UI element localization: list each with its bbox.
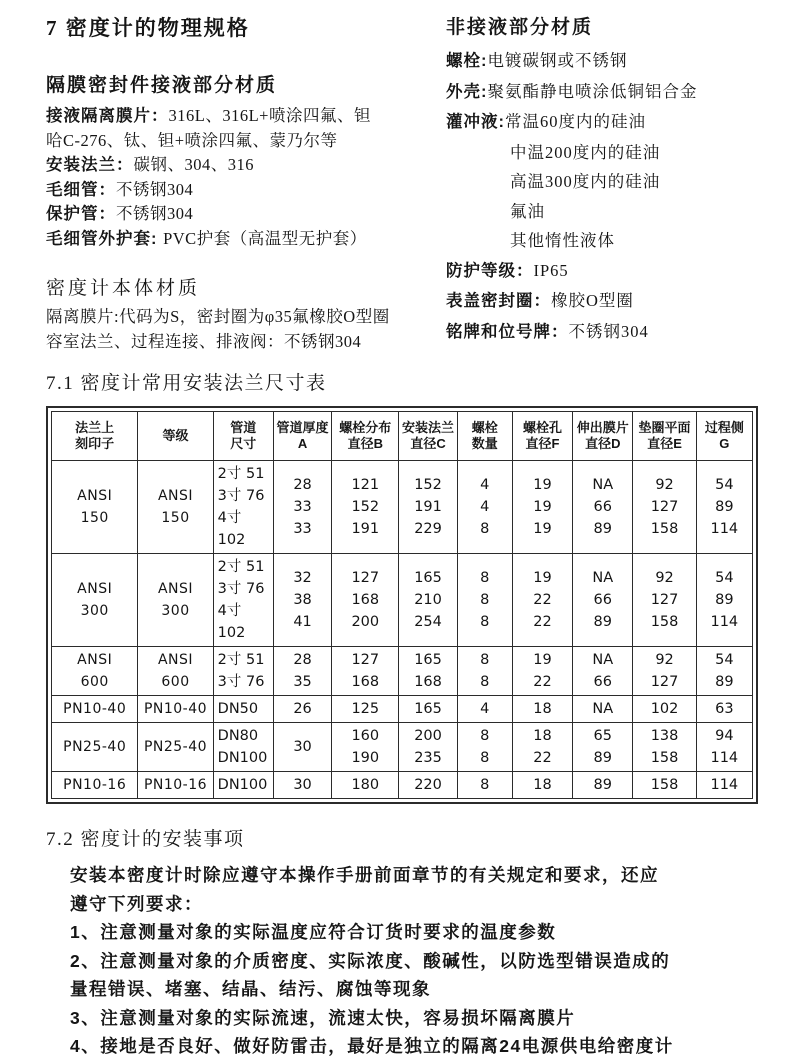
section-wetted-materials bbox=[46, 70, 446, 251]
table-cell: 127 168 bbox=[332, 647, 399, 696]
table-cell: 220 bbox=[399, 772, 457, 799]
text-line bbox=[446, 197, 762, 227]
text-line bbox=[46, 178, 446, 203]
field-label: 灌冲液: bbox=[446, 113, 505, 131]
text-line bbox=[446, 256, 762, 287]
field-value: 316L、316L+喷涂四氟、钽 bbox=[168, 106, 371, 125]
field-value: 不锈钢304 bbox=[116, 204, 194, 223]
table-row bbox=[52, 772, 753, 799]
field-value: 不锈钢304 bbox=[568, 321, 649, 341]
column-header: 管道厚度 A bbox=[273, 412, 331, 461]
table-cell: PN10-40 bbox=[138, 696, 213, 723]
table-cell: 2寸 51 3寸 76 bbox=[213, 647, 273, 696]
text-line bbox=[46, 202, 446, 227]
right-column bbox=[446, 10, 762, 347]
table-cell: ANSI 300 bbox=[138, 554, 213, 647]
table-cell: 152 191 229 bbox=[399, 461, 457, 554]
table-header bbox=[52, 412, 753, 461]
table-cell: 8 bbox=[457, 772, 512, 799]
table-body bbox=[52, 461, 753, 799]
text-line bbox=[46, 129, 446, 154]
table-cell: 18 22 bbox=[512, 723, 572, 772]
column-header: 螺栓孔 直径F bbox=[512, 412, 572, 461]
text-line bbox=[446, 46, 762, 77]
table-cell: 26 bbox=[273, 696, 331, 723]
table-cell: PN10-16 bbox=[52, 772, 138, 799]
column-header: 垫圈平面 直径E bbox=[633, 412, 696, 461]
table-cell: 138 158 bbox=[633, 723, 696, 772]
non-wetted-materials-lines bbox=[446, 46, 762, 347]
table-cell: PN10-16 bbox=[138, 772, 213, 799]
table-cell: 114 bbox=[696, 772, 752, 799]
table-cell: 121 152 191 bbox=[332, 461, 399, 554]
section-heading: 隔膜密封件接液部分材质 bbox=[46, 75, 278, 96]
table-cell: 158 bbox=[633, 772, 696, 799]
flange-dimension-table bbox=[51, 411, 753, 799]
table-cell: PN10-40 bbox=[52, 696, 138, 723]
table-row bbox=[52, 723, 753, 772]
table-row bbox=[52, 554, 753, 647]
paragraph: 2、注意测量对象的介质密度、实际浓度、酸碱性，以防选型错误造成的 bbox=[70, 950, 671, 971]
field-value: 隔离膜片:代码为S，密封圈为φ35氟橡胶O型圈 bbox=[46, 307, 390, 326]
column-header: 螺栓分布 直径B bbox=[332, 412, 399, 461]
table-cell: 165 210 254 bbox=[399, 554, 457, 647]
table-cell: 8 8 bbox=[457, 723, 512, 772]
table-cell: 2寸 51 3寸 76 4寸 102 bbox=[213, 554, 273, 647]
table-cell: 8 8 8 bbox=[457, 554, 512, 647]
field-label: 安装法兰： bbox=[46, 156, 134, 174]
table-cell: NA 66 bbox=[573, 647, 633, 696]
table-cell: 30 bbox=[273, 723, 331, 772]
table-cell: 54 89 114 bbox=[696, 554, 752, 647]
field-value: 碳钢、304、316 bbox=[133, 155, 254, 174]
table-cell: 28 35 bbox=[273, 647, 331, 696]
table-cell: PN25-40 bbox=[52, 723, 138, 772]
table-cell: 30 bbox=[273, 772, 331, 799]
field-value: 哈C-276、钛、钽+喷涂四氟、蒙乃尔等 bbox=[46, 130, 338, 150]
field-value: 橡胶O型圈 bbox=[551, 291, 634, 310]
table-cell: DN50 bbox=[213, 696, 273, 723]
body-materials-lines bbox=[46, 305, 446, 354]
table-cell: 125 bbox=[332, 696, 399, 723]
paragraph: 量程错误、堵塞、结晶、结污、腐蚀等现象 bbox=[70, 979, 431, 999]
table-cell: 4 bbox=[457, 696, 512, 723]
field-label: 保护管： bbox=[46, 205, 116, 223]
table-cell: 19 19 19 bbox=[512, 461, 572, 554]
text-line bbox=[46, 227, 446, 252]
table-cell: 63 bbox=[696, 696, 752, 723]
table-cell: 65 89 bbox=[573, 723, 633, 772]
field-value: 容室法兰、过程连接、排液阀：不锈钢304 bbox=[46, 331, 362, 351]
field-value: 不锈钢304 bbox=[116, 179, 194, 199]
header-row bbox=[52, 412, 753, 461]
text-line bbox=[446, 107, 762, 138]
table-cell: 4 4 8 bbox=[457, 461, 512, 554]
table-cell: DN100 bbox=[213, 772, 273, 799]
table-cell: 19 22 22 bbox=[512, 554, 572, 647]
table-cell: 160 190 bbox=[332, 723, 399, 772]
paragraph: 遵守下列要求： bbox=[70, 893, 203, 914]
table-cell: NA bbox=[573, 696, 633, 723]
field-label: 防护等级： bbox=[446, 261, 534, 280]
field-value: 高温300度内的硅油 bbox=[510, 172, 661, 191]
table-cell: ANSI 300 bbox=[52, 554, 138, 647]
spec-columns bbox=[46, 10, 762, 354]
field-value: 中温200度内的硅油 bbox=[510, 142, 661, 162]
footer-title: 7.2 密度计的安装事项 bbox=[46, 829, 245, 850]
text-line bbox=[46, 305, 446, 330]
field-label: 接液隔离膜片： bbox=[46, 107, 169, 125]
text-line bbox=[46, 330, 446, 355]
table-cell: 18 bbox=[512, 696, 572, 723]
left-column bbox=[46, 10, 446, 354]
installation-notes bbox=[46, 861, 762, 1061]
table-cell: PN25-40 bbox=[138, 723, 213, 772]
table-cell: 165 bbox=[399, 696, 457, 723]
column-header: 法兰上 刻印子 bbox=[52, 412, 138, 461]
table-cell: 102 bbox=[633, 696, 696, 723]
column-header: 管道 尺寸 bbox=[213, 412, 273, 461]
field-label: 铭牌和位号牌： bbox=[446, 322, 569, 341]
table-cell: 92 127 158 bbox=[633, 461, 696, 554]
table-cell: 89 bbox=[573, 772, 633, 799]
column-header: 等级 bbox=[138, 412, 213, 461]
table-cell: 28 33 33 bbox=[273, 461, 331, 554]
column-header: 安装法兰 直径C bbox=[399, 412, 457, 461]
table-cell: 200 235 bbox=[399, 723, 457, 772]
table-cell: 18 bbox=[512, 772, 572, 799]
field-value: 其他惰性液体 bbox=[510, 231, 615, 250]
table-cell: 92 127 bbox=[633, 647, 696, 696]
text-line bbox=[446, 317, 762, 348]
column-header: 螺栓 数量 bbox=[457, 412, 512, 461]
field-value: PVC护套（高温型无护套） bbox=[163, 228, 367, 248]
text-line bbox=[446, 226, 762, 256]
table-cell: 8 8 bbox=[457, 647, 512, 696]
table-row bbox=[52, 696, 753, 723]
table-cell: 54 89 114 bbox=[696, 461, 752, 554]
field-label: 表盖密封圈： bbox=[446, 292, 551, 310]
table-cell: 92 127 158 bbox=[633, 554, 696, 647]
table-cell: 54 89 bbox=[696, 647, 752, 696]
field-label: 外壳: bbox=[446, 82, 488, 101]
section-heading: 非接液部分材质 bbox=[446, 17, 594, 38]
table-cell: 32 38 41 bbox=[273, 554, 331, 647]
column-header: 过程侧 G bbox=[696, 412, 752, 461]
paragraph: 安装本密度计时除应遵守本操作手册前面章节的有关规定和要求，还应 bbox=[70, 865, 659, 885]
text-line bbox=[46, 104, 446, 129]
table-cell: 180 bbox=[332, 772, 399, 799]
field-value: 常温60度内的硅油 bbox=[505, 112, 646, 131]
column-header: 伸出膜片 直径D bbox=[573, 412, 633, 461]
table-cell: NA 66 89 bbox=[573, 461, 633, 554]
text-line bbox=[46, 153, 446, 178]
table-cell: 2寸 51 3寸 76 4寸 102 bbox=[213, 461, 273, 554]
table-row bbox=[52, 461, 753, 554]
field-label: 毛细管外护套: bbox=[46, 229, 164, 248]
paragraph: 3、注意测量对象的实际流速，流速太快，容易损坏隔离膜片 bbox=[70, 1007, 576, 1028]
table-cell: ANSI 600 bbox=[138, 647, 213, 696]
field-label: 毛细管： bbox=[46, 180, 116, 199]
paragraph: 4、接地是否良好、做好防雷击，最好是独立的隔离24电源供电给密度计 bbox=[70, 1036, 674, 1056]
page-title: 7 密度计的物理规格 bbox=[46, 16, 250, 40]
text-line bbox=[446, 286, 762, 317]
table-cell: ANSI 150 bbox=[138, 461, 213, 554]
table-cell: 19 22 bbox=[512, 647, 572, 696]
wetted-materials-lines bbox=[46, 104, 446, 251]
text-line bbox=[446, 77, 762, 108]
table-cell: ANSI 600 bbox=[52, 647, 138, 696]
section-body-materials bbox=[46, 273, 446, 354]
text-line bbox=[446, 167, 762, 197]
section-heading: 密度计本体材质 bbox=[46, 278, 201, 299]
field-value: 电镀碳钢或不锈钢 bbox=[487, 51, 628, 70]
table-cell: 127 168 200 bbox=[332, 554, 399, 647]
table-cell: NA 66 89 bbox=[573, 554, 633, 647]
table-cell: 165 168 bbox=[399, 647, 457, 696]
field-value: IP65 bbox=[533, 260, 569, 280]
table-title: 7.1 密度计常用安装法兰尺寸表 bbox=[46, 373, 327, 394]
field-value: 聚氨酯静电喷涂低铜铝合金 bbox=[487, 81, 698, 101]
field-label: 螺栓: bbox=[446, 52, 488, 70]
text-line bbox=[446, 138, 762, 168]
table-row bbox=[52, 647, 753, 696]
flange-dimension-table-frame bbox=[46, 406, 758, 804]
field-value: 氟油 bbox=[510, 201, 545, 221]
table-cell: DN80 DN100 bbox=[213, 723, 273, 772]
table-cell: 94 114 bbox=[696, 723, 752, 772]
paragraph: 1、注意测量对象的实际温度应符合订货时要求的温度参数 bbox=[70, 922, 557, 942]
table-cell: ANSI 150 bbox=[52, 461, 138, 554]
